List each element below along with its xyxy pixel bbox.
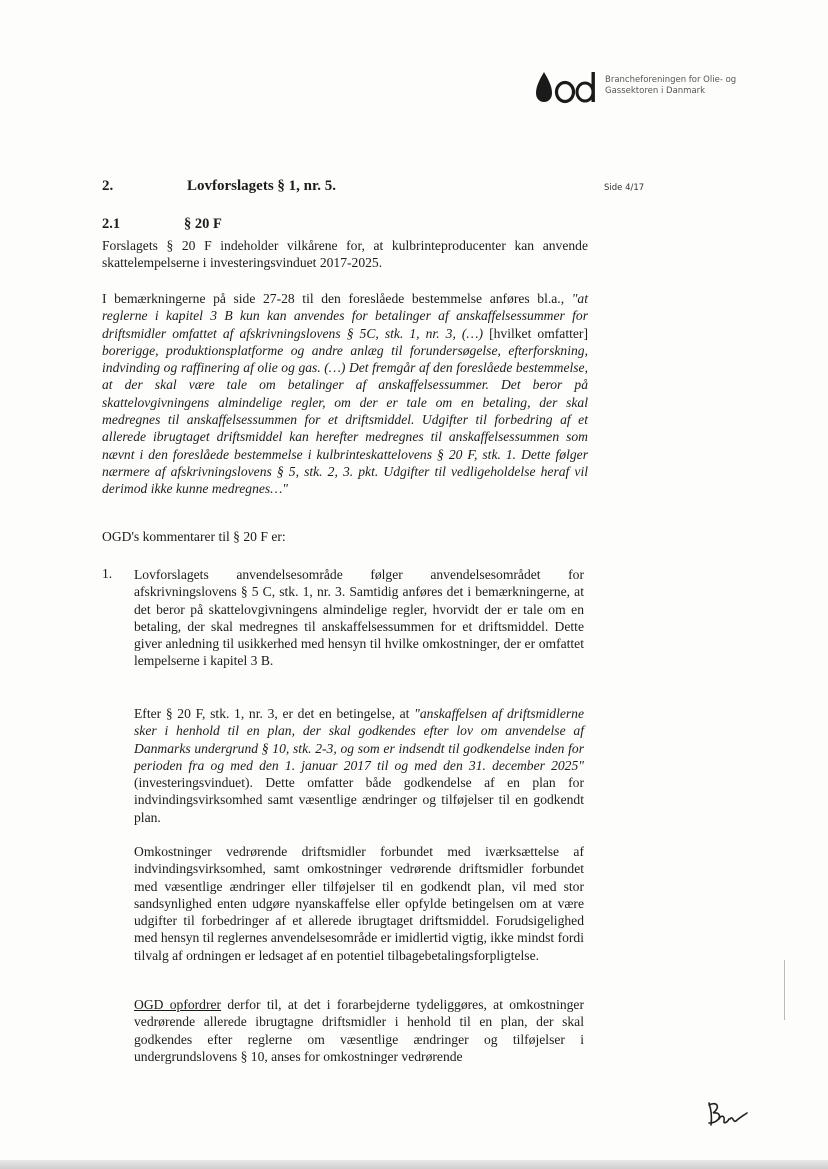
section-heading [102,178,337,195]
list-item-number: 1. [102,566,113,581]
remarks-quote-paragraph [102,290,588,498]
organisation-name-line2: Gassektoren i Danmark [605,86,706,96]
list-item-paragraph-2 [134,705,584,826]
section-number: 2. [102,178,114,194]
quote-insert: [hvilket omfatter] [489,325,588,341]
list-item-paragraph-3: Omkostninger vedrørende driftsmidler forbundet med iværksættelse af indvindingsvirksomhed, samt omkostninger vedrørende driftsmidler forbundet med væsentlige ændringer eller tilføjelser til en godkendt plan, vil med stor sandsynlighed enten udgøre nyanskaffelse eller opfylde betingelsen om at være udgifter til forbedringer af et allerede ibrugtaget driftsmiddel. Forudsigelighed med hensyn til reglernes anvendelsesområde er imidlertid vigtig, ikke mindst fordi tilvalg af ordningen er ledsaget af en potentiel tilbagebetalingsforpligtelse. [134,844,584,963]
p2-lead: Efter § 20 F, stk. 1, nr. 3, er det en betingelse, at [134,706,410,721]
intro-paragraph: Forslagets § 20 F indeholder vilkårene for, at kulbrinteproducenter kan anvende skattelempelserne i investeringsvinduet 2017-2025. [102,238,588,271]
list-item-paragraph-1: Lovforslagets anvendelsesområde følger anvendelsesområdet for afskrivningslovens § 5 C, stk. 1, nr. 3. Samtidig anføres det i bemærkningerne, at det beror på skattelovgivningens almindelige regler, hvorvidt der er tale om en betaling, der skal medregnes til anskaffelsessummen for et driftsmiddel. Dette giver anledning til usikkerhed med hensyn til hvilke omkostninger, der er omfattet lempelserne i kapitel 3 B. [134,567,584,669]
scan-edge [0,1160,828,1169]
comments-heading: OGD's kommentarer til § 20 F er: [102,529,286,544]
organisation-name [605,75,765,97]
quote-part2: borerigge, produktionsplatforme og andre anlæg til forundersøgelse, efterforskning, indvinding og raffinering af olie og gas. (…) Det fremgår af den foreslåede bestemmelse, at der skal være tale om betalinger af anskaffelsessummer. Det beror på skattelovgivningens almindelige regler, om der er tale om en betaling, der skal medregnes til anskaffelsessummen for et driftsmiddel. Udgifter til forbedring af et allerede ibrugtaget driftsmiddel kan herefter medregnes til anskaffelsessummen som nævnt i den foreslåede bestemmelse i kulbrinteskattelovens § 20 F, stk. 1. Dette følger nærmere af afskrivningslovens § 5, stk. 2, 3. pkt. Udgifter til vedligeholdelse heraf vil derimod ikke kunne medregnes…" [102,342,588,497]
ogd-opfordrer: OGD opfordrer [134,997,222,1012]
list-item-paragraph-4 [134,996,584,1065]
quote-part1: "at reglerne i kapitel 3 B kun kan anvendes for betalinger af anskaffelsessummer for driftsmidler omfattet af afskrivningslovens § 5C, stk. 1, nr. 3, (…) [102,291,588,341]
ogd-logo-icon [535,70,605,104]
subsection-heading [102,216,222,233]
organisation-name-line1: Brancheforeningen for Olie- og [605,75,737,85]
p2-tail: (investeringsvinduet). Dette omfatter både godkendelse af en plan for indvindingsvirksomhed samt væsentlige ændringer og tilføjelser til en godkendt plan. [134,775,584,825]
margin-mark [784,960,785,1020]
p4-text: derfor til, at det i forarbejderne tydeliggøres, at omkostninger vedrørende allerede ibrugtagne driftsmidler i henhold til en plan, der skal godkendes efter reglerne om væsentlige ændringer og tilføjelser i undergrundslovens § 10, anses for omkostninger vedrørende [134,997,584,1064]
subsection-number: 2.1 [102,216,121,232]
page-number: Side 4/17 [604,183,645,193]
p2-quote: "anskaffelsen af driftsmidlerne sker i henhold til en plan, der skal godkendes efter lov om anvendelse af Danmarks undergrund § 10, stk. 2-3, og som er indsendt til godkendelse inden for perioden fra og med den 1. januar 2017 til og med den 31. december 2025" [134,706,584,773]
signature-initials [703,1097,751,1131]
section-title: Lovforslagets § 1, nr. 5. [187,178,337,194]
remarks-lead: I bemærkningerne på side 27-28 til den foreslåede bestemmelse anføres bl.a., [102,291,565,306]
subsection-title: § 20 F [184,216,222,232]
